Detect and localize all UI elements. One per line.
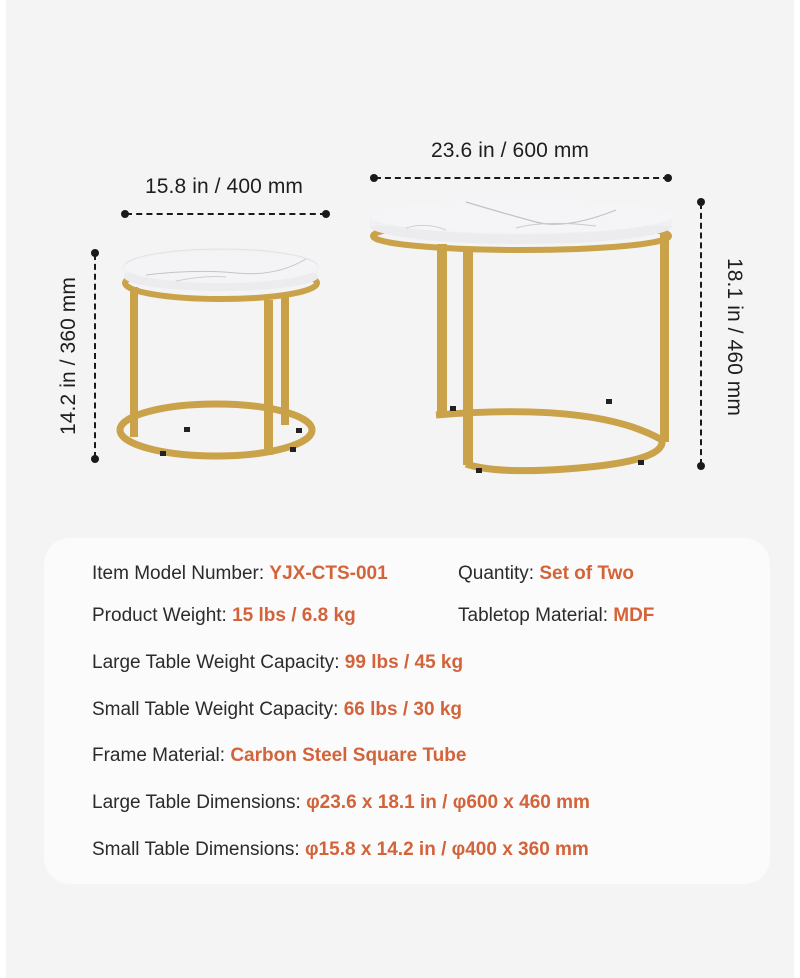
small-table-height-line xyxy=(94,254,96,458)
dimension-endpoint-icon xyxy=(322,210,330,218)
spec-product-weight xyxy=(92,605,356,627)
spec-value: φ15.8 x 14.2 in / φ400 x 360 mm xyxy=(304,839,589,860)
spec-label: Large Table Weight Capacity: xyxy=(92,652,340,673)
dimension-endpoint-icon xyxy=(664,174,672,182)
small-table-width-label: 15.8 in / 400 mm xyxy=(145,175,304,198)
spec-value: Set of Two xyxy=(539,563,634,584)
large-table-illustration xyxy=(366,192,686,477)
spec-model-number xyxy=(92,563,388,585)
small-table-illustration xyxy=(116,245,346,470)
small-table-width-line xyxy=(126,213,326,215)
spec-value: φ23.6 x 18.1 in / φ600 x 460 mm xyxy=(306,792,590,813)
large-table-width-line xyxy=(375,177,669,179)
spec-label: Product Weight: xyxy=(92,605,227,626)
spec-label: Small Table Dimensions: xyxy=(92,839,300,860)
spec-value: 66 lbs / 30 kg xyxy=(343,699,462,720)
large-table-width-label: 23.6 in / 600 mm xyxy=(431,139,590,162)
spec-value: 99 lbs / 45 kg xyxy=(344,652,464,673)
spec-small-capacity xyxy=(92,699,462,721)
spec-label: Large Table Dimensions: xyxy=(92,792,301,813)
spec-large-dimensions xyxy=(92,792,590,814)
spec-small-dimensions xyxy=(92,839,589,861)
spec-quantity xyxy=(458,563,634,585)
spec-label: Tabletop Material: xyxy=(458,605,608,626)
spec-value: 15 lbs / 6.8 kg xyxy=(232,605,356,626)
spec-value: MDF xyxy=(613,605,655,626)
spec-label: Frame Material: xyxy=(92,745,226,766)
spec-tabletop-material xyxy=(458,605,654,627)
product-dimension-image xyxy=(6,0,794,978)
large-table-height-line xyxy=(700,203,702,465)
spec-frame-material xyxy=(92,745,466,767)
spec-label: Quantity: xyxy=(458,563,535,584)
large-table-height-label: 18.1 in / 460 mm xyxy=(723,257,746,416)
dimension-endpoint-icon xyxy=(91,455,99,463)
small-table-height-label: 14.2 in / 360 mm xyxy=(57,277,80,436)
dimension-endpoint-icon xyxy=(697,462,705,470)
spec-label: Item Model Number: xyxy=(92,563,265,584)
spec-value: YJX-CTS-001 xyxy=(269,563,388,584)
spec-large-capacity xyxy=(92,652,463,674)
spec-label: Small Table Weight Capacity: xyxy=(92,699,339,720)
spec-value: Carbon Steel Square Tube xyxy=(230,745,467,766)
